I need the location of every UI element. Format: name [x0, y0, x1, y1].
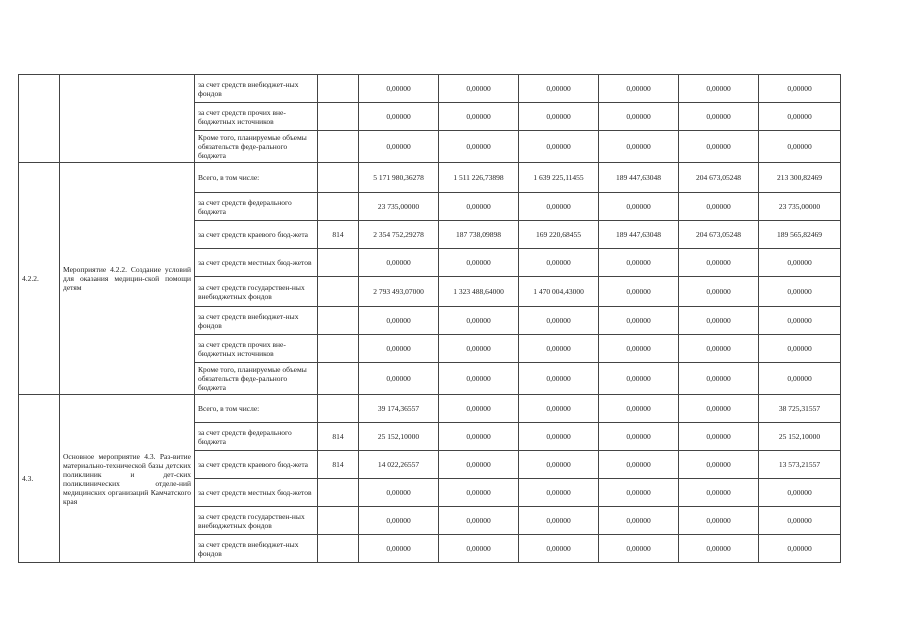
amount-cell: 0,00000 — [679, 507, 759, 535]
amount-cell: 213 300,82469 — [759, 163, 841, 193]
amount-cell: 204 673,05248 — [679, 221, 759, 249]
amount-cell: 39 174,36557 — [359, 395, 439, 423]
amount-cell: 14 022,26557 — [359, 451, 439, 479]
amount-cell: 1 470 004,43000 — [519, 277, 599, 307]
admin-code-cell — [318, 507, 359, 535]
amount-cell: 0,00000 — [599, 307, 679, 335]
amount-cell: 0,00000 — [439, 479, 519, 507]
funding-source-cell: Кроме того, планируемые объемы обязательств феде-рального бюджета — [195, 131, 318, 163]
amount-cell: 0,00000 — [759, 131, 841, 163]
amount-cell: 0,00000 — [519, 75, 599, 103]
activity-name-cell — [60, 75, 195, 163]
admin-code-cell: 814 — [318, 221, 359, 249]
amount-cell: 189 447,63048 — [599, 221, 679, 249]
amount-cell: 0,00000 — [679, 535, 759, 563]
amount-cell: 0,00000 — [519, 307, 599, 335]
table-body — [19, 75, 841, 563]
amount-cell: 23 735,00000 — [759, 193, 841, 221]
amount-cell: 1 323 488,64000 — [439, 277, 519, 307]
funding-source-cell: за счет средств прочих вне-бюджетных источников — [195, 335, 318, 363]
amount-cell: 0,00000 — [359, 307, 439, 335]
amount-cell: 5 171 980,36278 — [359, 163, 439, 193]
amount-cell: 0,00000 — [599, 479, 679, 507]
amount-cell: 0,00000 — [759, 277, 841, 307]
amount-cell: 0,00000 — [359, 479, 439, 507]
admin-code-cell: 814 — [318, 423, 359, 451]
activity-name-cell: Основное мероприятие 4.3. Раз-витие материально-технической базы детских поликлиник и дет-ских поликлинических отделе-ний медицинских организаций Камчатского края — [60, 395, 195, 563]
item-number-cell: 4.2.2. — [19, 163, 60, 395]
amount-cell: 38 725,31557 — [759, 395, 841, 423]
amount-cell: 0,00000 — [439, 131, 519, 163]
amount-cell: 0,00000 — [759, 535, 841, 563]
amount-cell: 0,00000 — [519, 131, 599, 163]
amount-cell: 0,00000 — [679, 193, 759, 221]
amount-cell: 13 573,21557 — [759, 451, 841, 479]
table-row — [19, 395, 841, 423]
activity-name-cell: Мероприятие 4.2.2. Создание условий для оказания медицин-ской помощи детям — [60, 163, 195, 395]
amount-cell: 0,00000 — [519, 451, 599, 479]
amount-cell: 0,00000 — [679, 75, 759, 103]
admin-code-cell — [318, 249, 359, 277]
amount-cell: 0,00000 — [599, 451, 679, 479]
amount-cell: 0,00000 — [519, 249, 599, 277]
amount-cell: 204 673,05248 — [679, 163, 759, 193]
amount-cell: 0,00000 — [519, 335, 599, 363]
admin-code-cell — [318, 131, 359, 163]
amount-cell: 0,00000 — [439, 307, 519, 335]
amount-cell: 0,00000 — [439, 535, 519, 563]
amount-cell: 0,00000 — [759, 103, 841, 131]
funding-source-cell: за счет средств федерального бюджета — [195, 193, 318, 221]
amount-cell: 0,00000 — [519, 507, 599, 535]
amount-cell: 189 447,63048 — [599, 163, 679, 193]
admin-code-cell — [318, 75, 359, 103]
amount-cell: 0,00000 — [759, 249, 841, 277]
amount-cell: 0,00000 — [759, 335, 841, 363]
budget-table — [18, 74, 841, 563]
amount-cell: 0,00000 — [439, 75, 519, 103]
funding-source-cell: за счет средств прочих вне-бюджетных источников — [195, 103, 318, 131]
document-page — [18, 74, 841, 563]
amount-cell: 0,00000 — [519, 395, 599, 423]
admin-code-cell — [318, 335, 359, 363]
amount-cell: 0,00000 — [679, 249, 759, 277]
funding-source-cell: за счет средств внебюджет-ных фондов — [195, 535, 318, 563]
amount-cell: 1 639 225,11455 — [519, 163, 599, 193]
amount-cell: 0,00000 — [759, 307, 841, 335]
amount-cell: 169 220,68455 — [519, 221, 599, 249]
admin-code-cell — [318, 307, 359, 335]
amount-cell: 0,00000 — [359, 507, 439, 535]
amount-cell: 0,00000 — [359, 131, 439, 163]
amount-cell: 0,00000 — [359, 335, 439, 363]
amount-cell: 0,00000 — [759, 363, 841, 395]
table-row — [19, 163, 841, 193]
amount-cell: 25 152,10000 — [759, 423, 841, 451]
admin-code-cell — [318, 479, 359, 507]
amount-cell: 0,00000 — [439, 451, 519, 479]
amount-cell: 0,00000 — [359, 249, 439, 277]
amount-cell: 0,00000 — [439, 193, 519, 221]
amount-cell: 0,00000 — [599, 363, 679, 395]
amount-cell: 0,00000 — [599, 423, 679, 451]
amount-cell: 0,00000 — [599, 75, 679, 103]
funding-source-cell: Кроме того, планируемые объемы обязательств феде-рального бюджета — [195, 363, 318, 395]
funding-source-cell: за счет средств федерального бюджета — [195, 423, 318, 451]
amount-cell: 0,00000 — [439, 395, 519, 423]
funding-source-cell: за счет средств местных бюд-жетов — [195, 479, 318, 507]
amount-cell: 0,00000 — [519, 193, 599, 221]
funding-source-cell: за счет средств местных бюд-жетов — [195, 249, 318, 277]
amount-cell: 0,00000 — [679, 131, 759, 163]
amount-cell: 0,00000 — [439, 103, 519, 131]
amount-cell: 0,00000 — [439, 249, 519, 277]
amount-cell: 0,00000 — [599, 507, 679, 535]
amount-cell: 0,00000 — [519, 535, 599, 563]
amount-cell: 0,00000 — [679, 423, 759, 451]
amount-cell: 0,00000 — [519, 479, 599, 507]
amount-cell: 189 565,82469 — [759, 221, 841, 249]
amount-cell: 0,00000 — [679, 451, 759, 479]
admin-code-cell: 814 — [318, 451, 359, 479]
amount-cell: 0,00000 — [599, 193, 679, 221]
item-number-cell — [19, 75, 60, 163]
admin-code-cell — [318, 103, 359, 131]
amount-cell: 0,00000 — [759, 75, 841, 103]
funding-source-cell: за счет средств внебюджет-ных фондов — [195, 75, 318, 103]
admin-code-cell — [318, 193, 359, 221]
amount-cell: 0,00000 — [599, 249, 679, 277]
amount-cell: 0,00000 — [679, 307, 759, 335]
amount-cell: 1 511 226,73898 — [439, 163, 519, 193]
amount-cell: 0,00000 — [679, 395, 759, 423]
amount-cell: 0,00000 — [359, 363, 439, 395]
amount-cell: 25 152,10000 — [359, 423, 439, 451]
funding-source-cell: Всего, в том числе: — [195, 163, 318, 193]
amount-cell: 187 738,09898 — [439, 221, 519, 249]
item-number-cell: 4.3. — [19, 395, 60, 563]
amount-cell: 0,00000 — [439, 335, 519, 363]
amount-cell: 0,00000 — [439, 507, 519, 535]
amount-cell: 0,00000 — [519, 423, 599, 451]
amount-cell: 0,00000 — [519, 363, 599, 395]
amount-cell: 0,00000 — [679, 363, 759, 395]
amount-cell: 0,00000 — [359, 75, 439, 103]
admin-code-cell — [318, 535, 359, 563]
amount-cell: 0,00000 — [599, 395, 679, 423]
amount-cell: 0,00000 — [519, 103, 599, 131]
amount-cell: 0,00000 — [679, 479, 759, 507]
amount-cell: 23 735,00000 — [359, 193, 439, 221]
amount-cell: 0,00000 — [359, 103, 439, 131]
funding-source-cell: за счет средств краевого бюд-жета — [195, 451, 318, 479]
amount-cell: 0,00000 — [599, 277, 679, 307]
funding-source-cell: за счет средств внебюджет-ных фондов — [195, 307, 318, 335]
amount-cell: 2 793 493,07000 — [359, 277, 439, 307]
amount-cell: 0,00000 — [599, 131, 679, 163]
amount-cell: 0,00000 — [359, 535, 439, 563]
admin-code-cell — [318, 363, 359, 395]
amount-cell: 0,00000 — [599, 335, 679, 363]
amount-cell: 0,00000 — [439, 363, 519, 395]
admin-code-cell — [318, 163, 359, 193]
amount-cell: 0,00000 — [599, 103, 679, 131]
amount-cell: 0,00000 — [599, 535, 679, 563]
funding-source-cell: за счет средств государствен-ных внебюджетных фондов — [195, 277, 318, 307]
admin-code-cell — [318, 395, 359, 423]
amount-cell: 0,00000 — [439, 423, 519, 451]
amount-cell: 0,00000 — [759, 507, 841, 535]
table-row — [19, 75, 841, 103]
funding-source-cell: Всего, в том числе: — [195, 395, 318, 423]
funding-source-cell: за счет средств краевого бюд-жета — [195, 221, 318, 249]
amount-cell: 2 354 752,29278 — [359, 221, 439, 249]
amount-cell: 0,00000 — [679, 103, 759, 131]
amount-cell: 0,00000 — [679, 335, 759, 363]
funding-source-cell: за счет средств государствен-ных внебюджетных фондов — [195, 507, 318, 535]
amount-cell: 0,00000 — [759, 479, 841, 507]
amount-cell: 0,00000 — [679, 277, 759, 307]
admin-code-cell — [318, 277, 359, 307]
